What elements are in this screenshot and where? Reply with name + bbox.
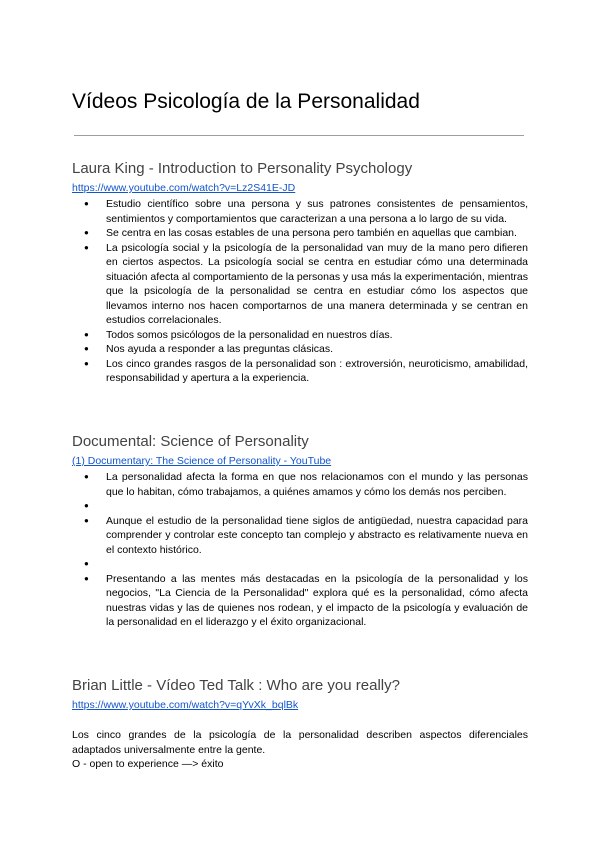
- list-item: ● La personalidad afecta la forma en que nos relacionamos con el mundo y las personas que lo habitan, cómo trabajamos, a quiénes amamos y cómo los demás nos perciben.: [72, 470, 528, 499]
- list-item: ● Los cinco grandes rasgos de la personalidad son : extroversión, neuroticismo, amabilidad, responsabilidad y apertura a la experiencia.: [72, 357, 528, 386]
- section-heading: Brian Little - Vídeo Ted Talk : Who are you really?: [72, 677, 400, 694]
- video-link[interactable]: https://www.youtube.com/watch?v=qYvXk_bqlBk: [72, 699, 299, 711]
- horizontal-divider: [74, 135, 524, 136]
- list-item: ● Aunque el estudio de la personalidad tiene siglos de antigüedad, nuestra capacidad para comprender y controlar este concepto tan complejo y abstracto es relativamente nueva en el contexto histórico.: [72, 514, 528, 558]
- paragraph: O - open to experience —> éxito: [72, 758, 224, 770]
- section-heading: Documental: Science of Personality: [72, 433, 309, 450]
- section-documental: [72, 433, 528, 630]
- list-item: ● Nos ayuda a responder a las preguntas clásicas.: [72, 342, 528, 357]
- list-item: ● La psicología social y la psicología de la personalidad van muy de la mano pero difieren en ciertos aspectos. La psicología social se centra en estudiar cómo una determinada situación afecta al comportamiento de la personas y usa más la experimentación, mientras que la psicología de la personalidad se centra en estudiar cómo los aspectos que llevamos interno nos hacen comportarnos de una manera determinada y se centran en estudios correlacionales.: [72, 241, 528, 328]
- video-link[interactable]: (1) Documentary: The Science of Personality - YouTube: [72, 455, 332, 467]
- list-item: ● Se centra en las cosas estables de una persona pero también en aquellas que cambian.: [72, 226, 528, 241]
- document-title: Vídeos Psicología de la Personalidad: [72, 90, 420, 113]
- paragraph: Los cinco grandes de la psicología de la personalidad describen aspectos diferenciales adaptados universalmente entre la gente.: [72, 729, 528, 756]
- bullet-list: [72, 470, 528, 630]
- list-item: ● Todos somos psicólogos de la personalidad en nuestros días.: [72, 328, 528, 343]
- video-link[interactable]: https://www.youtube.com/watch?v=Lz2S41E-JD: [72, 182, 296, 194]
- bullet-list: [72, 197, 528, 386]
- list-item: [72, 557, 528, 572]
- list-item: [72, 499, 528, 514]
- list-item: ● Estudio científico sobre una persona y sus patrones consistentes de pensamientos, sentimientos y comportamientos que caracterizan a una persona a lo largo de su vida.: [72, 197, 528, 226]
- section-heading: Laura King - Introduction to Personality Psychology: [72, 160, 413, 177]
- section-laura-king: [72, 160, 528, 386]
- list-item: ● Presentando a las mentes más destacadas en la psicología de la personalidad y los negocios, "La Ciencia de la Personalidad" explora qué es la personalidad, cómo afecta nuestras vidas y las de quienes nos rodean, y el impacto de la psicología y evaluación de la personalidad en el liderazgo y el éxito organizacional.: [72, 572, 528, 630]
- section-brian-little: [72, 677, 528, 772]
